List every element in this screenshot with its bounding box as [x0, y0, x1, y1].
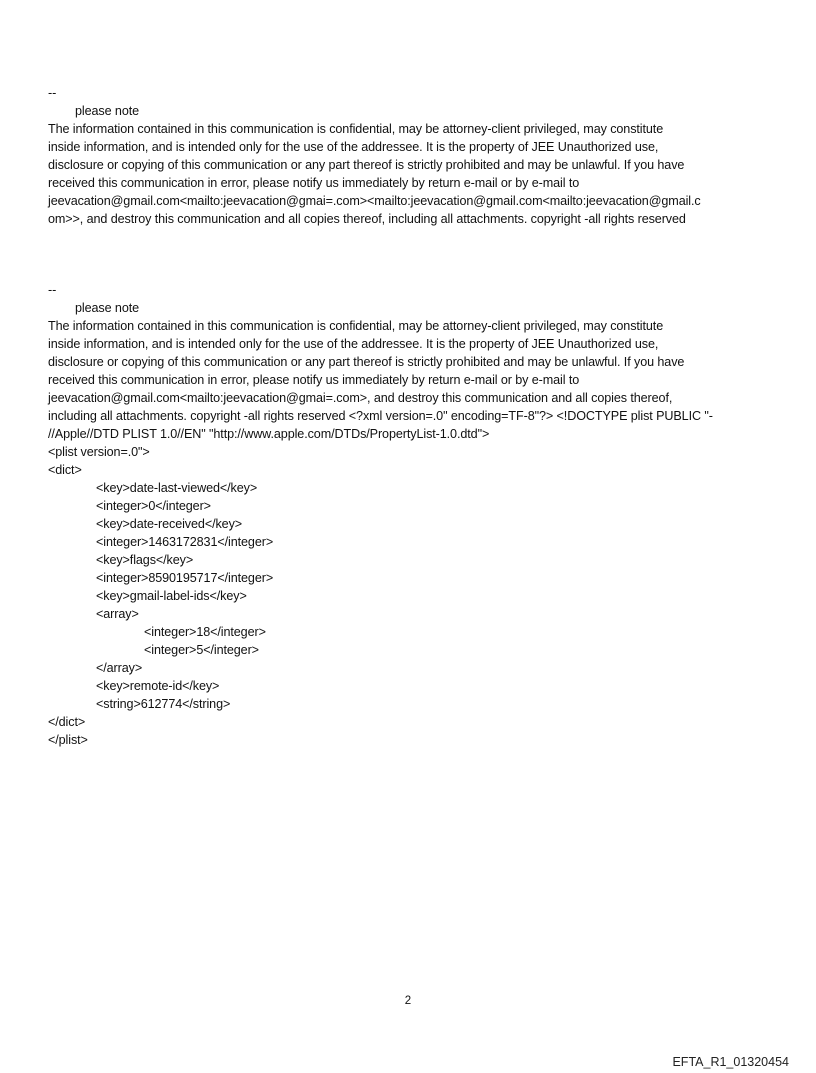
document-id: EFTA_R1_01320454 — [672, 1055, 789, 1069]
plist-entry: </array> — [96, 661, 143, 675]
plist-open: <plist version=.0"> — [48, 445, 150, 459]
page-number: 2 — [404, 995, 412, 1007]
plist-entry: <string>612774</string> — [96, 697, 231, 711]
plist-entry: <key>gmail-label-ids</key> — [96, 589, 247, 603]
plist-array-item: <integer>18</integer> — [144, 625, 266, 639]
disclaimer-line: //Apple//DTD PLIST 1.0//EN" "http://www.apple.com/DTDs/PropertyList-1.0.dtd"> — [48, 427, 490, 441]
plist-entry: <integer>0</integer> — [96, 499, 211, 513]
dict-open: <dict> — [48, 463, 82, 477]
disclaimer-line: The information contained in this communication is confidential, may be attorney-client privileged, may constitute — [48, 122, 664, 136]
disclaimer-line: including all attachments. copyright -all rights reserved <?xml version=.0" encoding=TF-8"?> <!DOCTYPE plist PUBLIC "- — [48, 409, 713, 423]
separator: -- — [48, 86, 57, 100]
disclaimer-line: om>>, and destroy this communication and all copies thereof, including all attachments. copyright -all rights reserved — [48, 212, 686, 226]
plist-entry: <integer>1463172831</integer> — [96, 535, 274, 549]
note-heading: please note — [75, 104, 140, 118]
disclaimer-line: disclosure or copying of this communication or any part thereof is strictly prohibited and may be unlawful. If you have — [48, 355, 685, 369]
disclaimer-line: The information contained in this communication is confidential, may be attorney-client privileged, may constitute — [48, 319, 664, 333]
plist-array-item: <integer>5</integer> — [144, 643, 259, 657]
plist-entry: <integer>8590195717</integer> — [96, 571, 274, 585]
disclaimer-line: disclosure or copying of this communication or any part thereof is strictly prohibited and may be unlawful. If you have — [48, 158, 685, 172]
disclaimer-line: inside information, and is intended only for the use of the addressee. It is the property of JEE Unauthorized use, — [48, 140, 659, 154]
dict-close: </dict> — [48, 715, 86, 729]
plist-entry: <key>date-received</key> — [96, 517, 243, 531]
disclaimer-line: received this communication in error, please notify us immediately by return e-mail or by e-mail to — [48, 176, 580, 190]
disclaimer-block-2 — [48, 281, 768, 749]
disclaimer-line: jeevacation@gmail.com<mailto:jeevacation@gmai=.com>, and destroy this communication and all copies thereof, — [48, 391, 673, 405]
separator: -- — [48, 283, 57, 297]
plist-entry: <key>date-last-viewed</key> — [96, 481, 258, 495]
disclaimer-line: received this communication in error, please notify us immediately by return e-mail or by e-mail to — [48, 373, 580, 387]
disclaimer-line: jeevacation@gmail.com<mailto:jeevacation@gmai=.com><mailto:jeevacation@gmail.com<mailto:jeevacation@gmail.c — [48, 194, 701, 208]
disclaimer-block-1 — [48, 84, 768, 228]
plist-entry: <key>flags</key> — [96, 553, 194, 567]
plist-close: </plist> — [48, 733, 88, 747]
disclaimer-line: inside information, and is intended only for the use of the addressee. It is the property of JEE Unauthorized use, — [48, 337, 659, 351]
note-heading: please note — [75, 301, 140, 315]
plist-entry: <array> — [96, 607, 139, 621]
plist-entry: <key>remote-id</key> — [96, 679, 220, 693]
